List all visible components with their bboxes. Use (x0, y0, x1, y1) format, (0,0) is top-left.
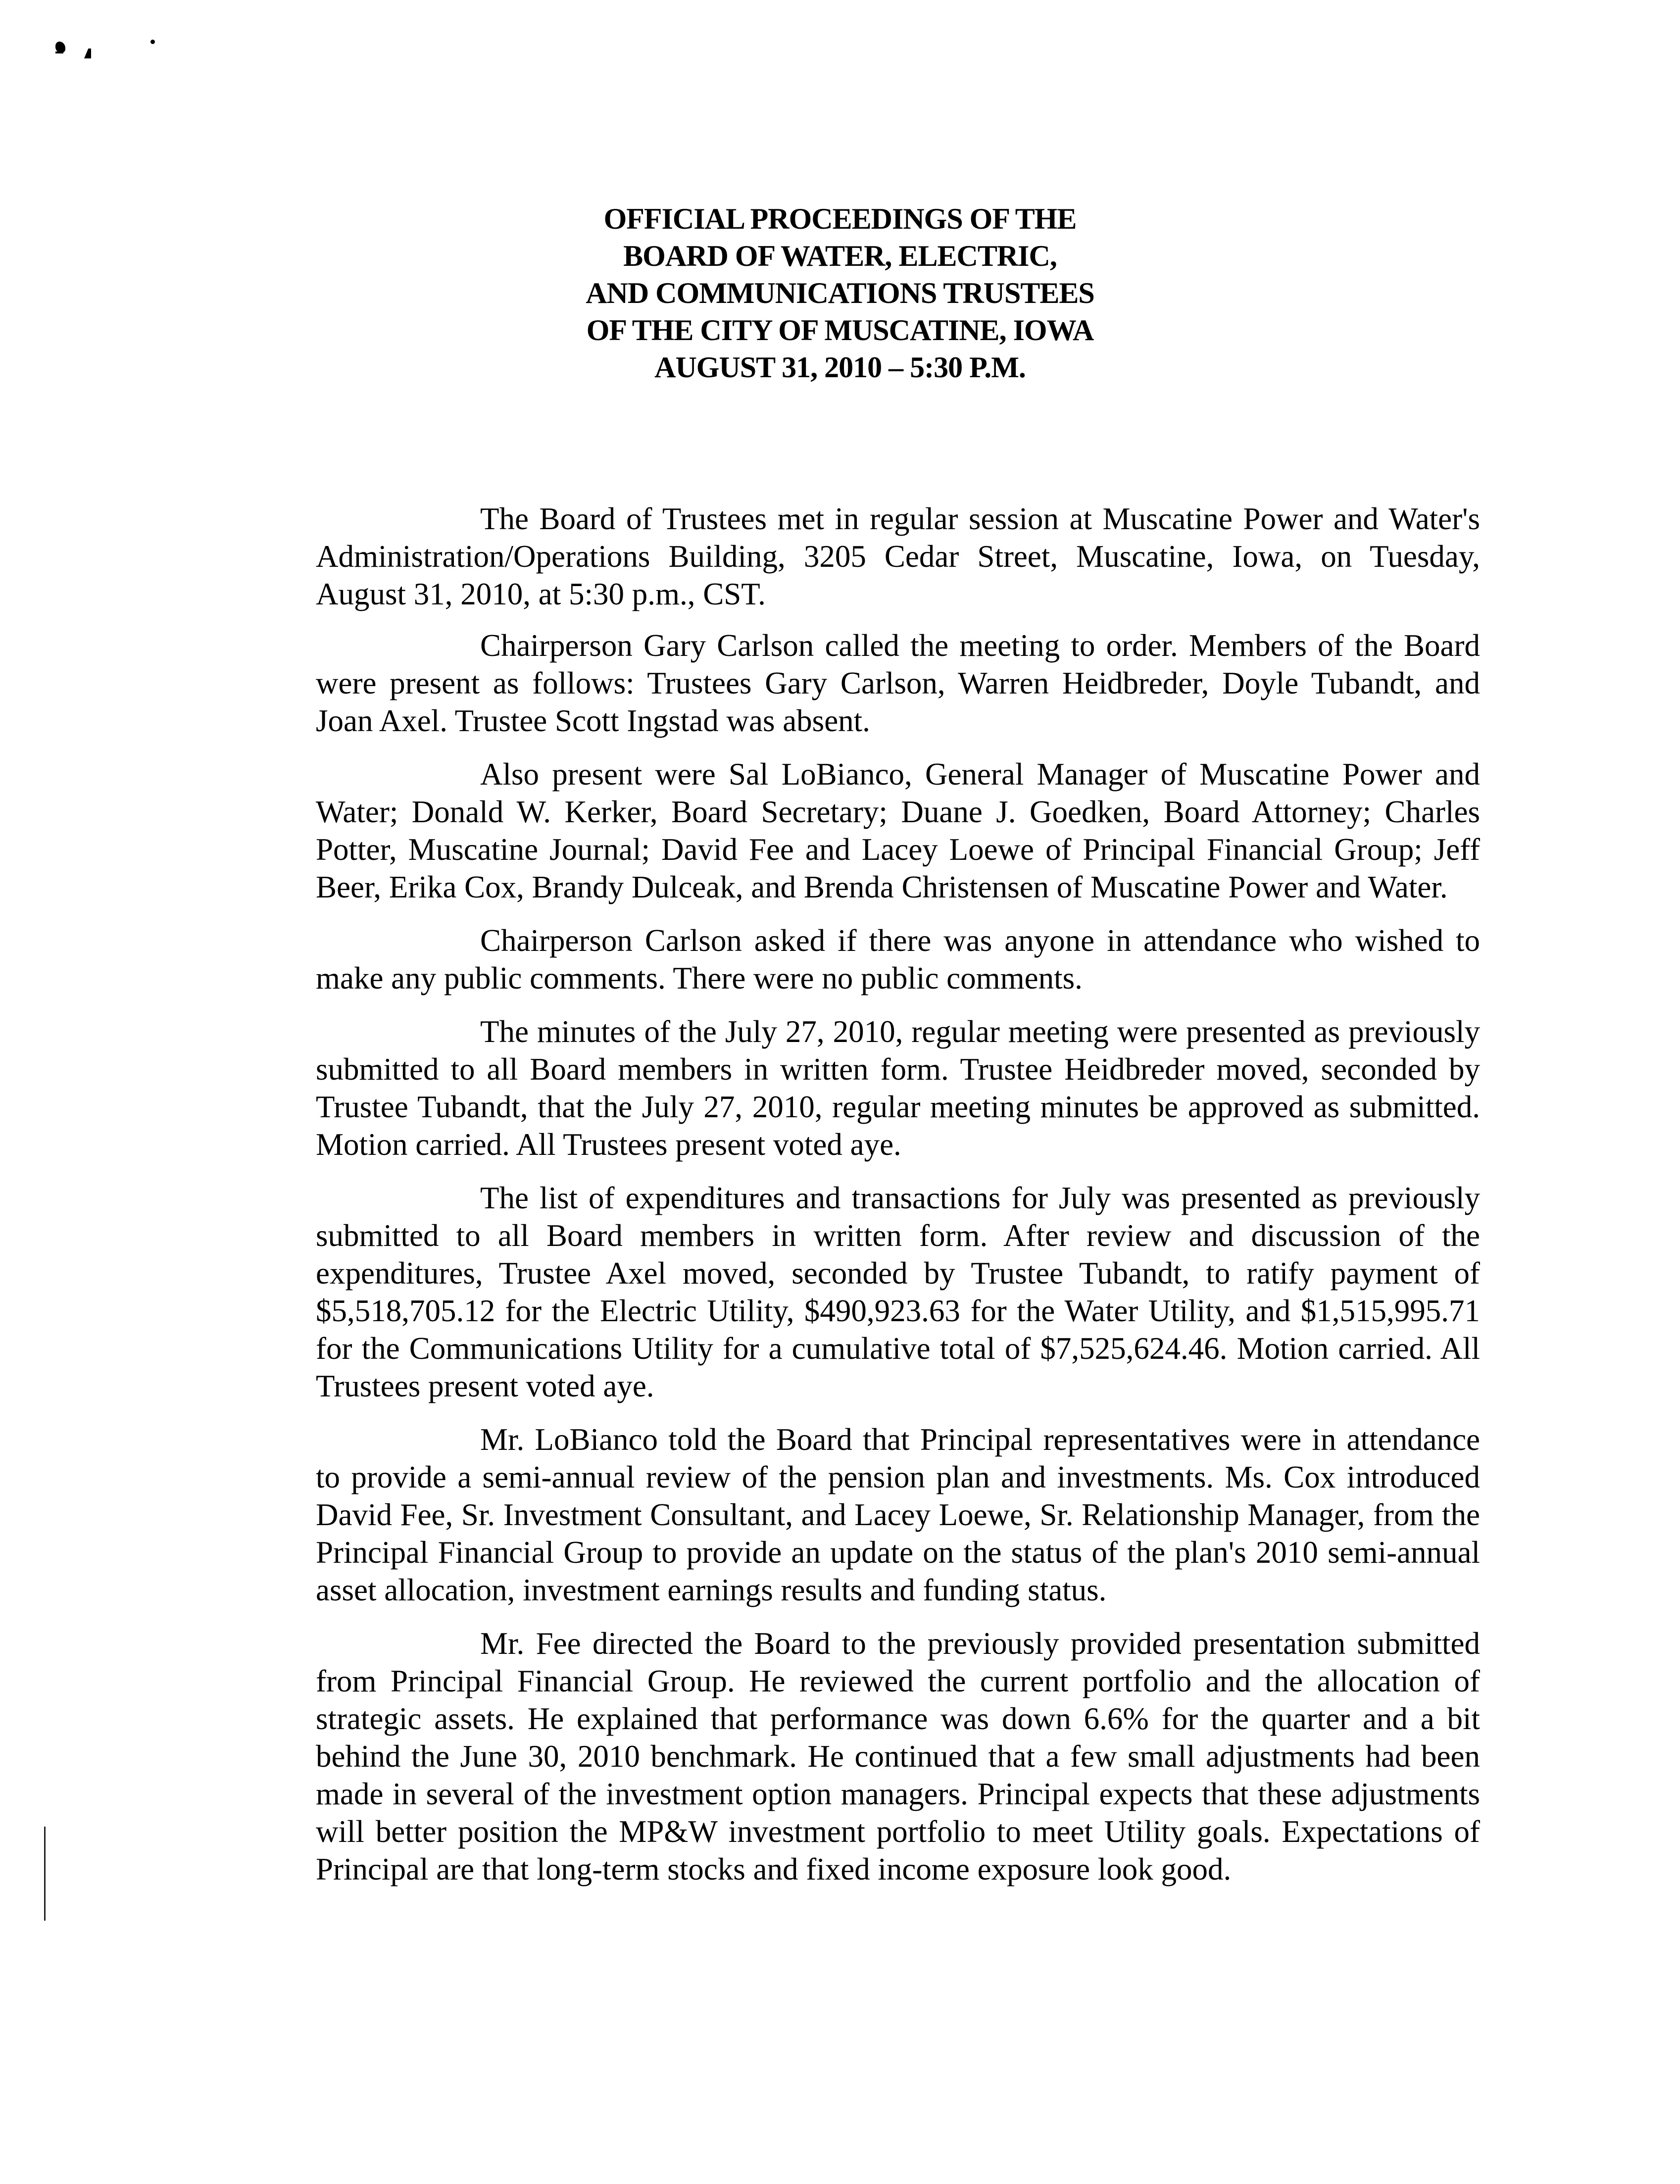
paragraph-also-present: Also present were Sal LoBianco, General Manager of Muscatine Power and Water; Donald W. Kerker, Board Secretary; Duane J. Goedken, Board Attorney; Charles Potter, Muscatine Journal; David Fee and Lacey Loewe of Principal Financial Group; Jeff Beer, Erika Cox, Brandy Dulceak, and Brenda Christensen of Muscatine Power and Water. (316, 757, 1480, 904)
document-title (0, 200, 1680, 386)
scan-speck (55, 42, 65, 52)
paragraph-public-comments: Chairperson Carlson asked if there was anyone in attendance who wished to make any public comments. There were no public comments. (316, 923, 1480, 995)
scan-speck (84, 49, 91, 58)
meeting-date-line: AUGUST 31, 2010 – 5:30 P.M. (654, 351, 1026, 384)
title-line: BOARD OF WATER, ELECTRIC, (623, 240, 1057, 272)
paragraph-portfolio-update: Mr. Fee directed the Board to the previously provided presentation submitted from Principal Financial Group. He reviewed the current portfolio and the allocation of strategic assets. He explained that performance was down 6.6% for the quarter and a bit behind the June 30, 2010 benchmark. He continued that a few small adjustments had been made in several of the investment option managers. Principal expects that these adjustments will better position the MP&W investment portfolio to meet Utility goals. Expectations of Principal are that long-term stocks and fixed income exposure look good. (316, 1626, 1480, 1886)
document-body (316, 500, 1480, 1904)
paragraph-minutes-approval: The minutes of the July 27, 2010, regular meeting were presented as previously submitted to all Board members in written form. Trustee Heidbreder moved, seconded by Trustee Tubandt, that the July 27, 2010, regular meeting minutes be approved as submitted. Motion carried. All Trustees present voted aye. (316, 1014, 1480, 1162)
title-line: AND COMMUNICATIONS TRUSTEES (586, 277, 1094, 309)
paragraph-meeting-location: The Board of Trustees met in regular session at Muscatine Power and Water's Administration/Operations Building, 3205 Cedar Street, Muscatine, Iowa, on Tuesday, August 31, 2010, at 5:30 p.m., CST. (316, 501, 1480, 611)
paragraph-expenditures: The list of expenditures and transactions for July was presented as previously submitted to all Board members in written form. After review and discussion of the expenditures, Trustee Axel moved, seconded by Trustee Tubandt, to ratify payment of $5,518,705.12 for the Electric Utility, $490,923.63 for the Water Utility, and $1,515,995.71 for the Communications Utility for a cumulative total of $7,525,624.46. Motion carried. All Trustees present voted aye. (316, 1181, 1480, 1403)
scan-speck (55, 51, 63, 53)
scan-margin-line (44, 1827, 46, 1921)
paragraph-call-to-order: Chairperson Gary Carlson called the meeting to order. Members of the Board were present as follows: Trustees Gary Carlson, Warren Heidbreder, Doyle Tubandt, and Joan Axel. Trustee Scott Ingstad was absent. (316, 628, 1480, 738)
scan-speck (150, 40, 155, 44)
title-line: OF THE CITY OF MUSCATINE, IOWA (586, 314, 1094, 347)
title-line: OFFICIAL PROCEEDINGS OF THE (603, 202, 1077, 235)
paragraph-pension-review: Mr. LoBianco told the Board that Principal representatives were in attendance to provide a semi-annual review of the pension plan and investments. Ms. Cox introduced David Fee, Sr. Investment Consultant, and Lacey Loewe, Sr. Relationship Manager, from the Principal Financial Group to provide an update on the status of the plan's 2010 semi-annual asset allocation, investment earnings results and funding status. (316, 1422, 1480, 1607)
